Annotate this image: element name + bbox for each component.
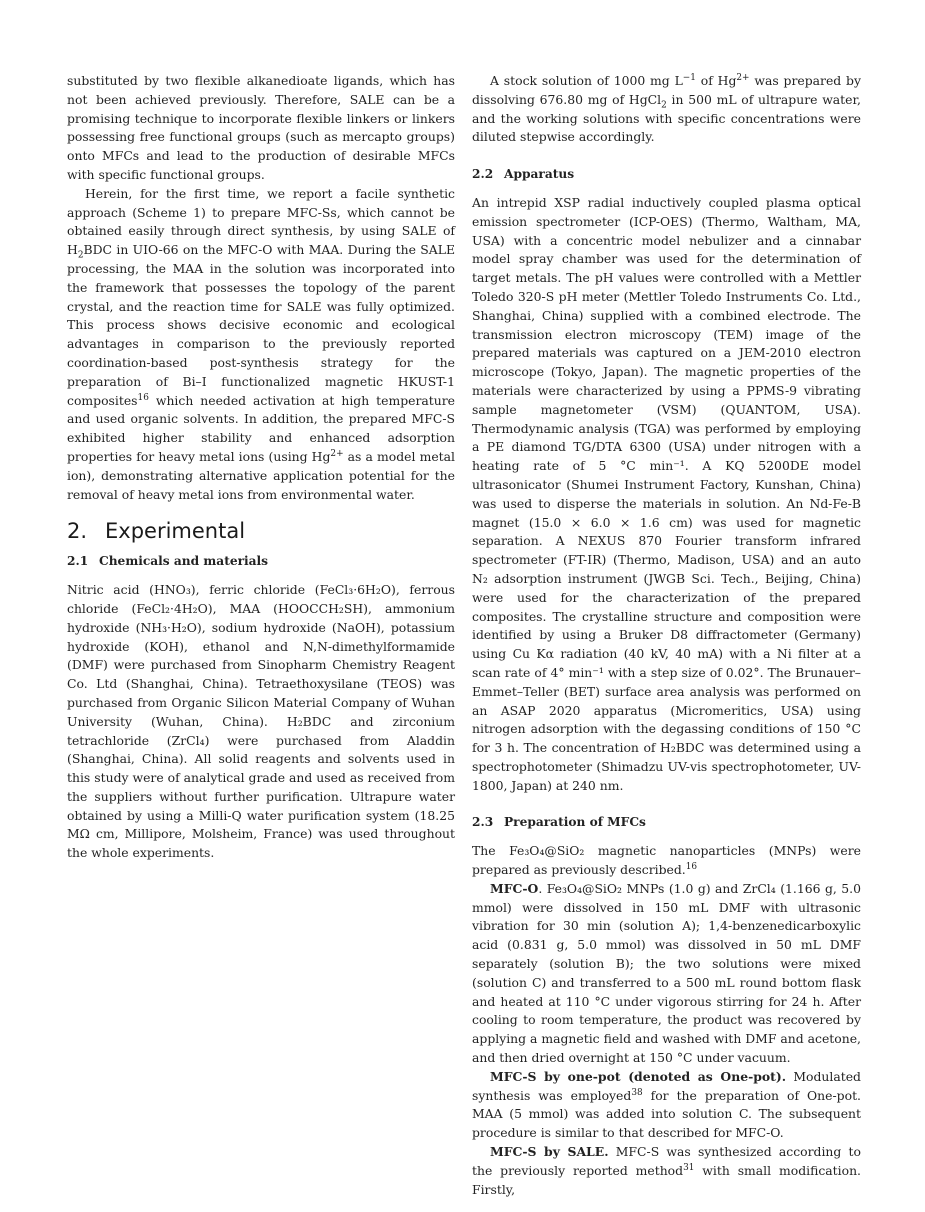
mfco-paragraph [472,880,861,1068]
sale-text-b: with small modification. Firstly, [472,1162,861,1197]
left-column [67,72,455,863]
section-heading-experimental [67,518,455,544]
mnp-ref: 16 [685,861,698,872]
subsection-heading-preparation [472,813,861,832]
stock-text-b: of Hg [695,73,737,88]
chemicals-paragraph: Nitric acid (HNO₃), ferric chloride (FeCl₃·6H₂O), ferrous chloride (FeCl₂·4H₂O), MAA (HOOCCH₂SH), ammonium hydroxide (NH₃·H₂O), sodium hydroxide (NaOH), potassium hydroxide (KOH), ethanol and N,N-dimethylformamide (DMF) were purchased from Sinopharm Chemistry Reagent Co. Ltd (Shanghai, China). Tetraethoxysilane (TEOS) was purchased from Organic Silicon Material Company of Wuhan University (Wuhan, China). H₂BDC and zirconium tetrachloride (ZrCl₄) were purchased from Aladdin (Shanghai, China). All solid reagents and solvents used in this study were of analytical grade and used as received from the suppliers without further purification. Ultrapure water obtained by using a Milli-Q water purification system (18.25 MΩ cm, Millipore, Molsheim, France) was used throughout the whole experiments. [67,582,455,861]
sale-label: MFC-S by SALE. [490,1144,609,1160]
apparatus-paragraph: An intrepid XSP radial inductively coupled plasma optical emission spectrometer (ICP-OES) (Thermo, Waltham, MA, USA) with a concentric model nebulizer and a cinnabar model spray chamber was used for the determination of target metals. The pH values were controlled with a Mettler Toledo 320-S pH meter (Mettler Toledo Instruments Co. Ltd., Shanghai, China) supplied with a combined electrode. The transmission electron microscopy (TEM) image of the prepared materials was captured on a JEM-2010 electron microscope (Tokyo, Japan). The magnetic properties of the materials were characterized by using a PPMS-9 vibrating sample magnetometer (VSM) (QUANTOM, USA). Thermodynamic analysis (TGA) was performed by employing a PE diamond TG/DTA 6300 (USA) under nitrogen with a heating rate of 5 °C min⁻¹. A KQ 5200DE model ultrasonicator (Shumei Instrument Factory, Kunshan, China) was used to disperse the materials in solution. An Nd-Fe-B magnet (15.0 × 6.0 × 1.6 cm) was used for magnetic separation. A NEXUS 870 Fourier transform infrared spectrometer (FT-IR) (Thermo, Madison, USA) and an auto N₂ adsorption instrument (JWGB Sci. Tech., Beijing, China) were used for the characterization of the prepared composites. The crystalline structure and composition were identified by using a Bruker D8 diffractometer (Germany) using Cu Kα radiation (40 kV, 40 mA) with a Ni filter at a scan rate of 4° min⁻¹ with a step size of 0.02°. The Brunauer–Emmet–Teller (BET) surface area analysis was performed on an ASAP 2020 apparatus (Micromeritics, USA) using nitrogen adsorption with the degassing conditions of 150 °C for 3 h. The concentration of H₂BDC was determined using a spectrophotometer (Shimadzu UV-vis spectrophotometer, UV-1800, Japan) at 240 nm. [472,194,861,793]
herein-sub: 2 [77,250,84,261]
herein-ref: 16 [137,392,149,403]
section-number: 2. [67,519,88,544]
subsection-number: 2.3 [472,815,494,830]
subsection-number: 2.1 [67,554,89,569]
subsection-heading-apparatus [472,165,861,184]
subsection-number: 2.2 [472,167,494,182]
onepot-label: MFC-S by one-pot (denoted as One-pot). [490,1068,787,1084]
stock-sup-2: 2+ [736,72,750,83]
stock-sub: 2 [661,100,667,111]
sale-text-a: MFC-S was synthesized according to the previously reported method [472,1144,861,1178]
sale-paragraph [472,1143,861,1199]
stock-solution-paragraph [472,72,861,147]
herein-paragraph [67,185,455,505]
right-column [472,72,861,1199]
stock-text-d: in 500 mL of ultrapure water, and the working solutions with specific concentrations were diluted stepwise accordingly. [472,91,861,145]
subsection-title: Preparation of MFCs [504,815,646,830]
onepot-text-a: Modulated synthesis was employed [472,1068,861,1103]
stock-text-c: was prepared by dissolving 676.80 mg of HgCl [472,73,861,107]
onepot-ref: 38 [631,1087,643,1098]
herein-text-b: BDC in UIO-66 on the MFC-O with MAA. During the SALE processing, the MAA in the solution was incorporated into the framework that possesses the topology of the parent crystal, and the reaction time for SALE was fully optimized. This process shows decisive economic and ecological advantages in comparison to the previously reported coordination-based post-synthesis strategy for the preparation of Bi–I functionalized magnetic HKUST-1 composites [67,242,455,408]
herein-sup: 2+ [330,448,344,459]
subsection-heading-chemicals [67,552,455,571]
stock-sup-1: −1 [682,72,696,83]
sale-ref: 31 [683,1162,695,1173]
onepot-paragraph [472,1068,861,1143]
subsection-title: Chemicals and materials [99,554,269,569]
herein-text-a: Herein, for the first time, we report a facile synthetic approach (Scheme 1) to prepare MFC-Ss, which cannot be obtained easily through direct synthesis, by using SALE of H [67,185,455,258]
subsection-title: Apparatus [504,167,575,182]
section-title: Experimental [105,519,246,544]
herein-text-d: as a model metal ion), demonstrating alternative application potential for the removal of heavy metal ions from environmental water. [67,448,455,502]
mnp-text: The Fe₃O₄@SiO₂ magnetic nanoparticles (MNPs) were prepared as previously described. [472,843,861,878]
mfco-text: . Fe₃O₄@SiO₂ MNPs (1.0 g) and ZrCl₄ (1.166 g, 5.0 mmol) were dissolved in 150 mL DMF with ultrasonic vibration for 30 min (solution A); 1,4-benzenedicarboxylic acid (0.831 g, 5.0 mmol) was dissolved in 50 mL DMF separately (solution B); the two solutions were mixed (solution C) and transferred to a 500 mL round bottom flask and heated at 110 °C under vigorous stirring for 24 h. After cooling to room temperature, the product was recovered by applying a magnetic field and washed with DMF and acetone, and then dried overnight at 150 °C under vacuum. [472,880,861,1066]
mfco-label: MFC-O [490,880,539,896]
herein-text-c: which needed activation at high temperature and used organic solvents. In addition, the prepared MFC-S exhibited higher stability and enhanced adsorption properties for heavy metal ions (using Hg [67,392,455,464]
intro-paragraph-continued: substituted by two flexible alkanedioate ligands, which has not been achieved previously. Therefore, SALE can be a promising technique to incorporate flexible linkers or linkers possessing free functional groups (such as mercapto groups) onto MFCs and lead to the production of desirable MFCs with specific functional groups. [67,73,455,182]
mnp-paragraph [472,842,861,880]
onepot-text-b: for the preparation of One-pot. MAA (5 mmol) was added into solution C. The subsequent procedure is similar to that described for MFC-O. [472,1087,861,1141]
stock-text-a: A stock solution of 1000 mg L [490,73,683,88]
